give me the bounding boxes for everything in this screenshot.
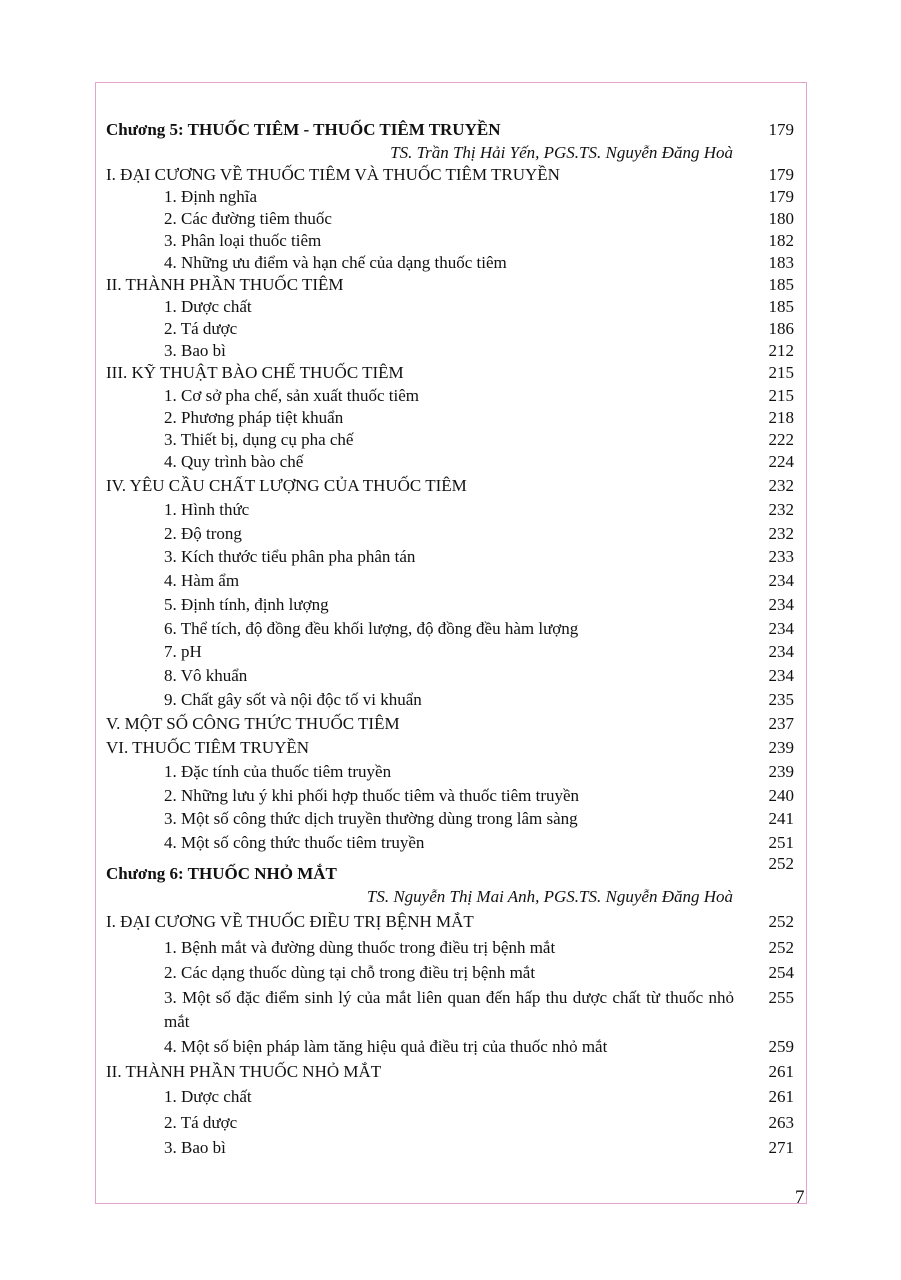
item-title: 1. Dược chất [164,1087,252,1106]
item-title-wrapped: 3. Một số đặc điểm sinh lý của mắt liên quan đến hấp thu dược chất từ thuốc nhỏ mắt [164,988,734,1031]
item-title: 4. Hàm ẩm [164,571,240,590]
chapter-authors: TS. Nguyễn Thị Mai Anh, PGS.TS. Nguyễn Đăng Hoà [366,887,733,906]
page-ref: 179 [768,120,794,139]
item-title: 4. Những ưu điểm và hạn chế của dạng thuốc tiêm [164,253,507,272]
page-ref: 212 [768,341,794,360]
section-title: III. KỸ THUẬT BÀO CHẾ THUỐC TIÊM [106,363,404,382]
item-title: 1. Định nghĩa [164,187,258,206]
item-title: 2. Tá dược [164,1113,238,1132]
item-title: 3. Thiết bị, dụng cụ pha chế [164,430,354,449]
item-title: 8. Vô khuẩn [164,666,248,685]
page-ref: 234 [768,595,794,614]
chapter-authors: TS. Trần Thị Hải Yến, PGS.TS. Nguyễn Đăng Hoà [390,143,733,162]
item-title: 2. Phương pháp tiệt khuẩn [164,408,344,427]
page-ref: 185 [768,297,794,316]
item-title: 3. Phân loại thuốc tiêm [164,231,322,250]
page-ref: 241 [768,809,794,828]
page-ref: 179 [768,165,794,184]
section-title: II. THÀNH PHẦN THUỐC NHỎ MẮT [106,1062,382,1081]
page-ref: 254 [768,963,794,982]
page-ref: 239 [768,762,794,781]
page-ref: 215 [768,363,794,382]
page-ref: 234 [768,619,794,638]
page-ref: 234 [768,571,794,590]
item-title: 3. Bao bì [164,1138,226,1157]
item-title: 4. Một số công thức thuốc tiêm truyền [164,833,425,852]
section-title: I. ĐẠI CƯƠNG VỀ THUỐC TIÊM VÀ THUỐC TIÊM TRUYỀN [106,165,560,184]
item-title: 7. pH [164,642,202,661]
item-title: 2. Những lưu ý khi phối hợp thuốc tiêm và thuốc tiêm truyền [164,786,580,805]
page-ref: 252 [768,912,794,931]
page-ref: 237 [768,714,794,733]
item-title: 9. Chất gây sốt và nội độc tố vi khuẩn [164,690,422,709]
section-title: VI. THUỐC TIÊM TRUYỀN [106,738,310,757]
item-title: 5. Định tính, định lượng [164,595,329,614]
chapter-title: Chương 5: THUỐC TIÊM - THUỐC TIÊM TRUYỀN [106,120,501,139]
page-ref: 232 [768,500,794,519]
page-ref: 215 [768,386,794,405]
item-title: 1. Cơ sở pha chế, sản xuất thuốc tiêm [164,386,419,405]
page-ref: 183 [768,253,794,272]
page-ref: 239 [768,738,794,757]
page-ref: 185 [768,275,794,294]
page-ref: 261 [768,1087,794,1106]
page-ref: 259 [768,1037,794,1056]
section-title: I. ĐẠI CƯƠNG VỀ THUỐC ĐIỀU TRỊ BỆNH MẮT [106,912,474,931]
page-ref: 240 [768,786,794,805]
section-title: IV. YÊU CẦU CHẤT LƯỢNG CỦA THUỐC TIÊM [106,476,467,495]
page-ref: 252 [768,854,794,873]
page-ref: 218 [768,408,794,427]
page-ref: 232 [768,476,794,495]
page-ref: 182 [768,231,794,250]
item-title: 2. Tá dược [164,319,238,338]
item-title: 1. Bệnh mắt và đường dùng thuốc trong điều trị bệnh mắt [164,938,556,957]
page-ref: 234 [768,666,794,685]
item-title: 2. Các dạng thuốc dùng tại chỗ trong điều trị bệnh mắt [164,963,536,982]
page-ref: 179 [768,187,794,206]
item-title: 4. Một số biện pháp làm tăng hiệu quả điều trị của thuốc nhỏ mắt [164,1037,608,1056]
item-title: 2. Các đường tiêm thuốc [164,209,332,228]
page-ref: 251 [768,833,794,852]
item-title: 4. Quy trình bào chế [164,452,304,471]
item-title: 6. Thể tích, độ đồng đều khối lượng, độ đồng đều hàm lượng [164,619,579,638]
item-title: 1. Hình thức [164,500,250,519]
item-title: 2. Độ trong [164,524,242,543]
section-title: V. MỘT SỐ CÔNG THỨC THUỐC TIÊM [106,714,400,733]
page-ref: 186 [768,319,794,338]
page-ref: 271 [768,1138,794,1157]
page-ref: 263 [768,1113,794,1132]
page-number: 7 [795,1187,805,1208]
page-ref: 224 [768,452,794,471]
page-ref: 232 [768,524,794,543]
page-ref: 180 [768,209,794,228]
item-title: 1. Đặc tính của thuốc tiêm truyền [164,762,392,781]
page-ref: 222 [768,430,794,449]
item-title: 3. Một số công thức dịch truyền thường dùng trong lâm sàng [164,809,578,828]
page-ref: 233 [768,547,794,566]
page-ref: 252 [768,938,794,957]
page-ref: 255 [768,988,794,1007]
page-ref: 235 [768,690,794,709]
chapter-title: Chương 6: THUỐC NHỎ MẮT [106,864,337,883]
section-title: II. THÀNH PHẦN THUỐC TIÊM [106,275,344,294]
item-title: 3. Bao bì [164,341,226,360]
page-ref: 234 [768,642,794,661]
page-ref: 261 [768,1062,794,1081]
item-title: 1. Dược chất [164,297,252,316]
item-title: 3. Kích thước tiểu phân pha phân tán [164,547,416,566]
